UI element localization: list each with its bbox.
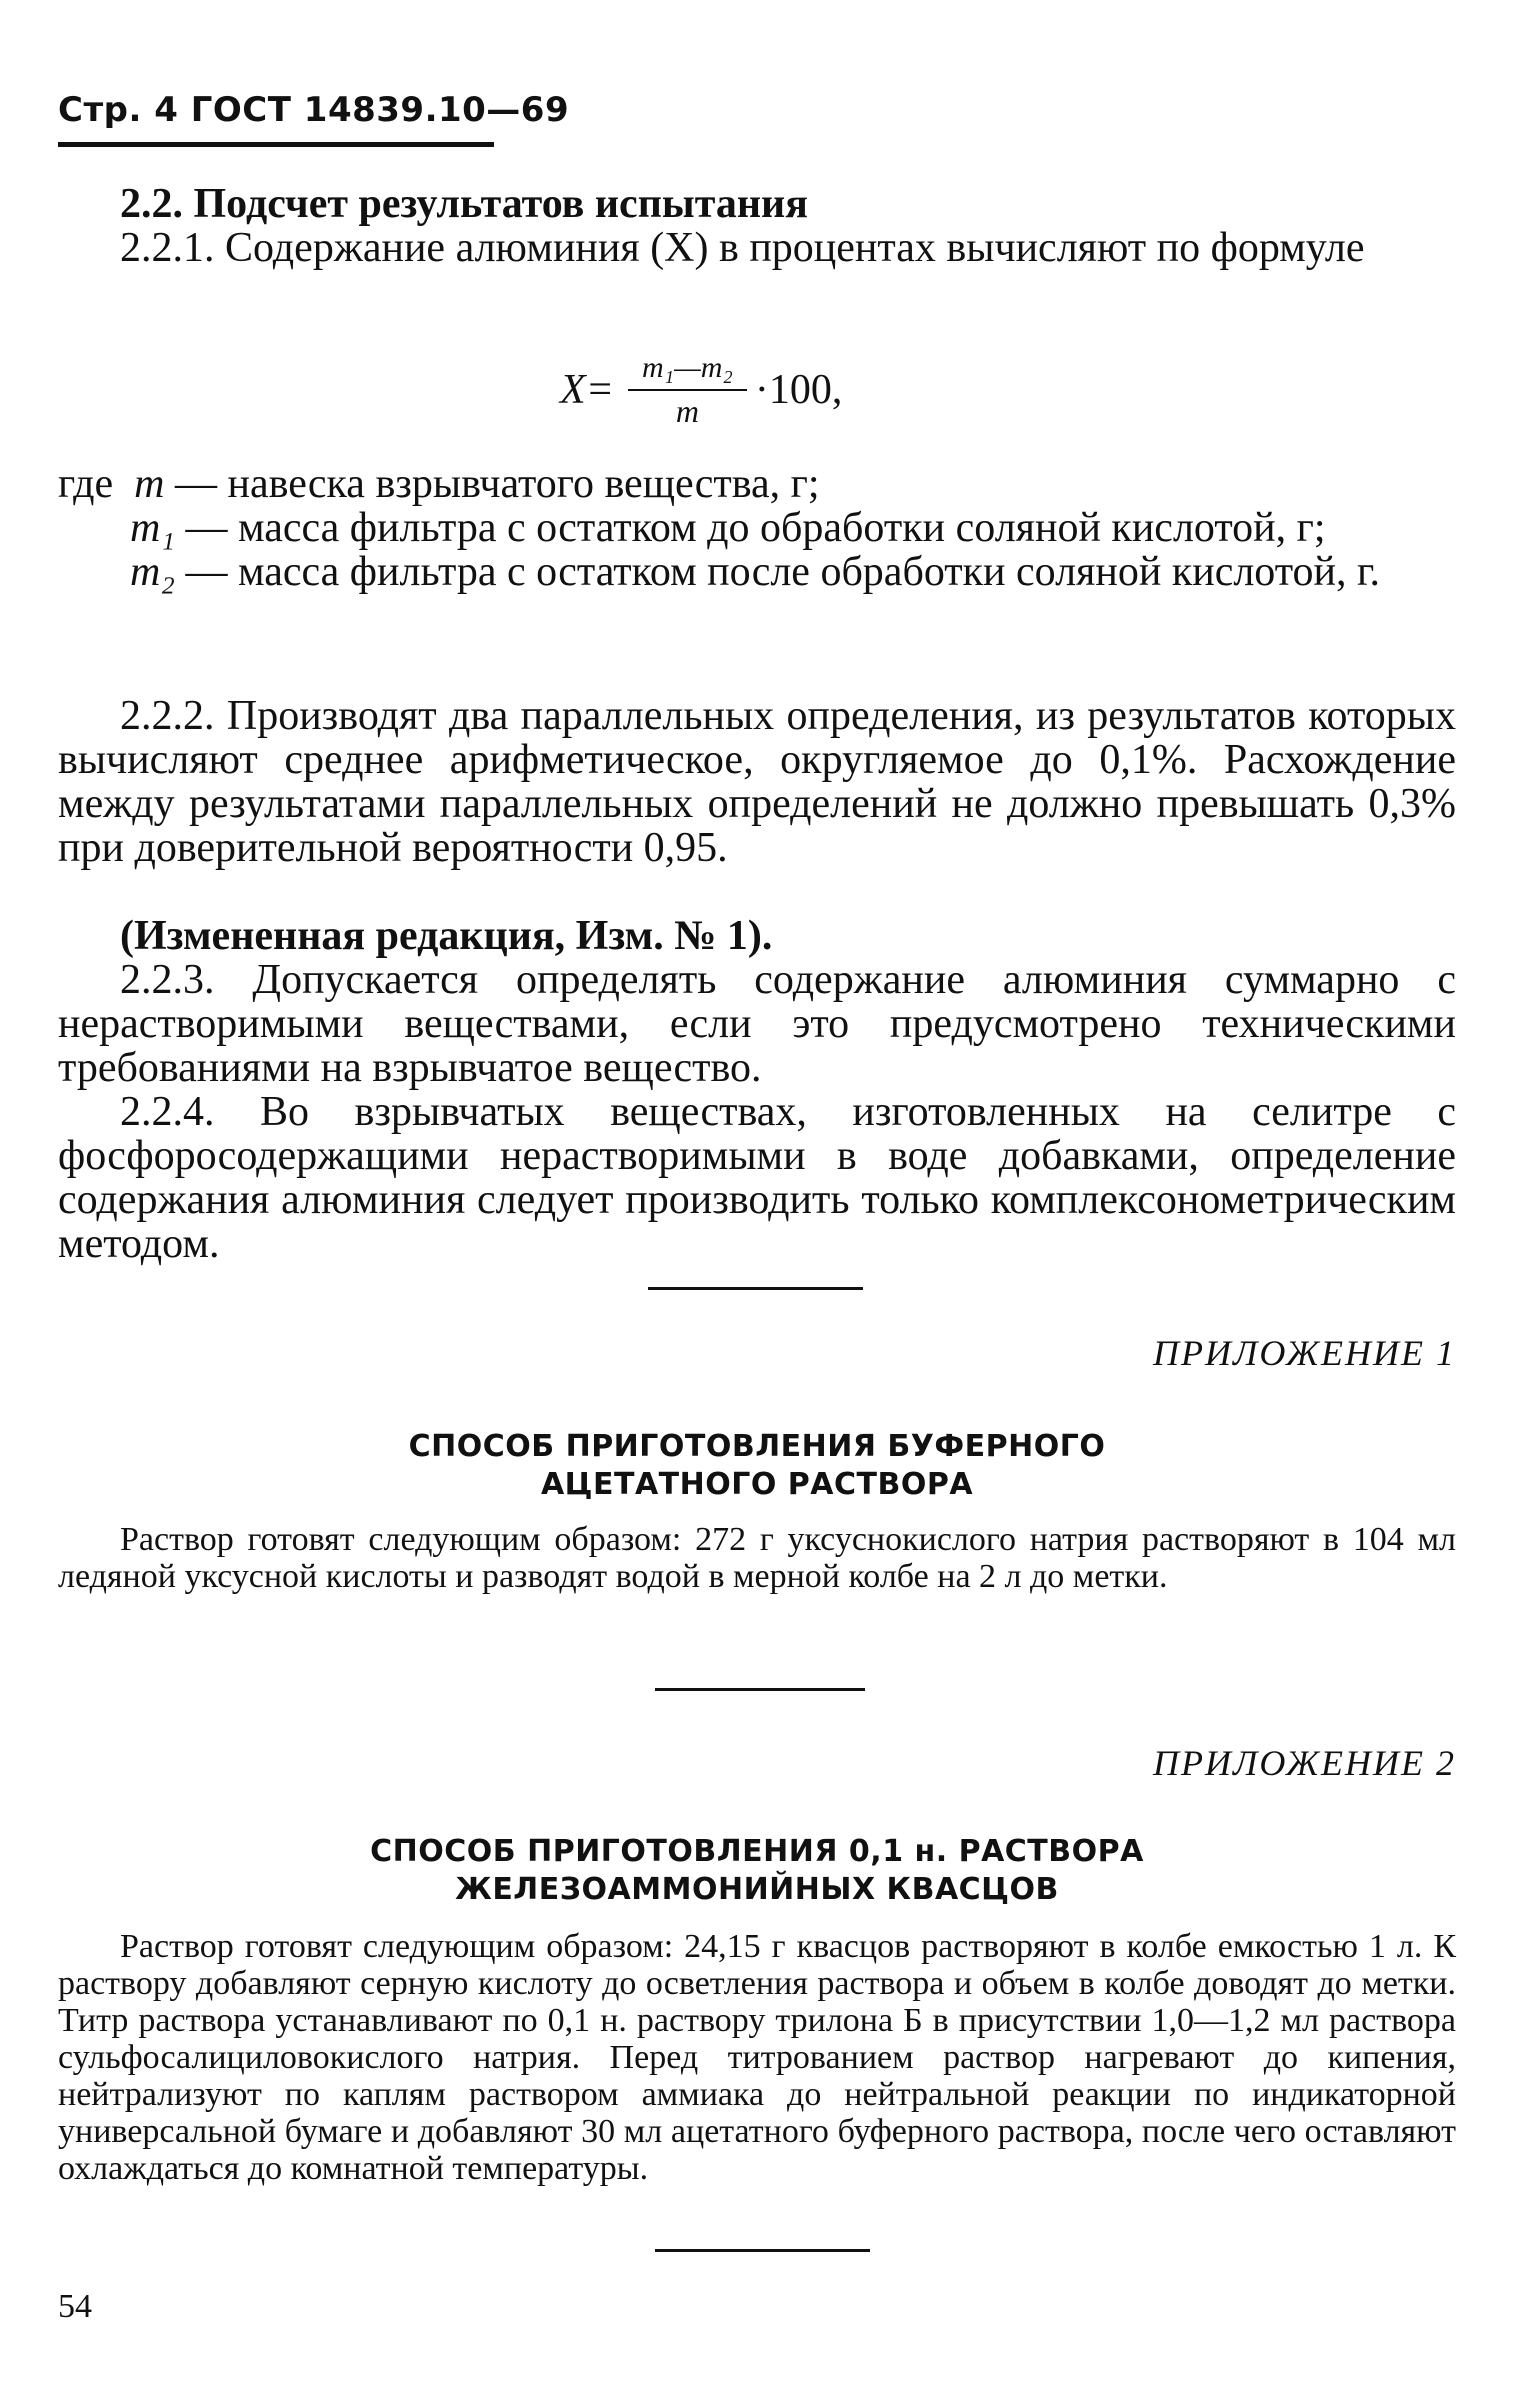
definition-prefix: где (58, 461, 124, 507)
definitions-list (58, 462, 1456, 594)
definition-row (58, 550, 1456, 594)
closing-divider (655, 2249, 870, 2252)
formula-lhs: X= (560, 367, 614, 413)
amendment-note: (Измененная редакция, Изм. № 1). (120, 913, 773, 959)
appendix-1-title-line1: СПОСОБ ПРИГОТОВЛЕНИЯ БУФЕРНОГО (408, 1429, 1106, 1464)
definition-key (130, 506, 185, 550)
definition-text: — масса фильтра с остатком после обработки соляной кислотой, г. (185, 549, 1381, 595)
formula-fraction (628, 351, 747, 430)
paragraph-2-2-4: 2.2.4. Во взрывчатых веществах, изготовленных на селитре с фосфоросодержащими нерастворимыми в воде добавками, определение содержания алюминия следует производить только комплексонометрическим методом. (58, 1089, 1456, 1267)
section-heading: 2.2. Подсчет результатов испытания (120, 181, 808, 227)
appendix-1-text: Раствор готовят следующим образом: 272 г уксуснокислого натрия растворяют в 104 мл ледяной уксусной кислоты и разводят водой в мерной колбе на 2 л до метки. (58, 1521, 1456, 1595)
header-rule (58, 142, 494, 147)
appendix-2-title-line1: СПОСОБ ПРИГОТОВЛЕНИЯ 0,1 н. РАСТВОРА (370, 1834, 1144, 1869)
paragraph-2-2-1: 2.2.1. Содержание алюминия (X) в процентах вычисляют по формуле (120, 225, 1365, 271)
appendix-1-title (58, 1428, 1456, 1504)
appendix-1-label: ПРИЛОЖЕНИЕ 1 (1153, 1333, 1456, 1373)
appendix-2-title-line2: ЖЕЛЕЗОАММОНИЙНЫХ КВАСЦОВ (455, 1872, 1059, 1907)
definition-key (58, 462, 175, 506)
formula-factor: ·100, (754, 367, 843, 413)
page-number: 54 (58, 2288, 92, 2325)
definition-text: — масса фильтра с остатком до обработки соляной кислотой, г; (185, 505, 1326, 551)
formula-numerator: m₁—m₂ (628, 351, 747, 391)
definition-row (58, 506, 1456, 550)
definition-row (58, 462, 1456, 506)
appendix-2-title (58, 1833, 1456, 1909)
definition-symbol: m (134, 461, 165, 507)
appendix-1-title-line2: АЦЕТАТНОГО РАСТВОРА (540, 1467, 974, 1502)
definition-symbol: m₁ (130, 505, 175, 551)
formula-denominator: m (675, 392, 699, 429)
appendix-2-text: Раствор готовят следующим образом: 24,15 г квасцов растворяют в колбе емкостью 1 л. К раствору добавляют серную кислоту до осветления раствора и объем в колбе доводят до метки. Титр раствора устанавливают по 0,1 н. раствору трилона Б в присутствии 1,0—1,2 мл раствора сульфосалициловокислого натрия. Перед титрованием раствор нагревают до кипения, нейтрализуют по каплям раствором аммиака до нейтральной реакции по индикаторной универсальной бумаге и добавляют 30 мл ацетатного буферного раствора, после чего оставляют охлаждаться до комнатной температуры. (58, 1928, 1456, 2187)
appendix-divider (655, 1688, 865, 1691)
definition-key (130, 550, 185, 594)
appendix-2-label: ПРИЛОЖЕНИЕ 2 (1153, 1743, 1456, 1783)
page-header: Стр. 4 ГОСТ 14839.10—69 (58, 90, 570, 130)
paragraph-2-2-3: 2.2.3. Допускается определять содержание алюминия суммарно с нерастворимыми веществами, если это предусмотрено техническими требованиями на взрывчатое вещество. (58, 957, 1456, 1091)
definition-symbol: m₂ (130, 549, 175, 595)
formula (560, 345, 842, 435)
definition-text: — навеска взрывчатого вещества, г; (175, 461, 820, 507)
paragraph-2-2-2: 2.2.2. Производят два параллельных определения, из результатов которых вычисляют среднее арифметическое, округляемое до 0,1%. Расхождение между результатами параллельных определений не должно превышать 0,3% при доверительной вероятности 0,95. (58, 693, 1456, 871)
section-divider (648, 1287, 863, 1290)
